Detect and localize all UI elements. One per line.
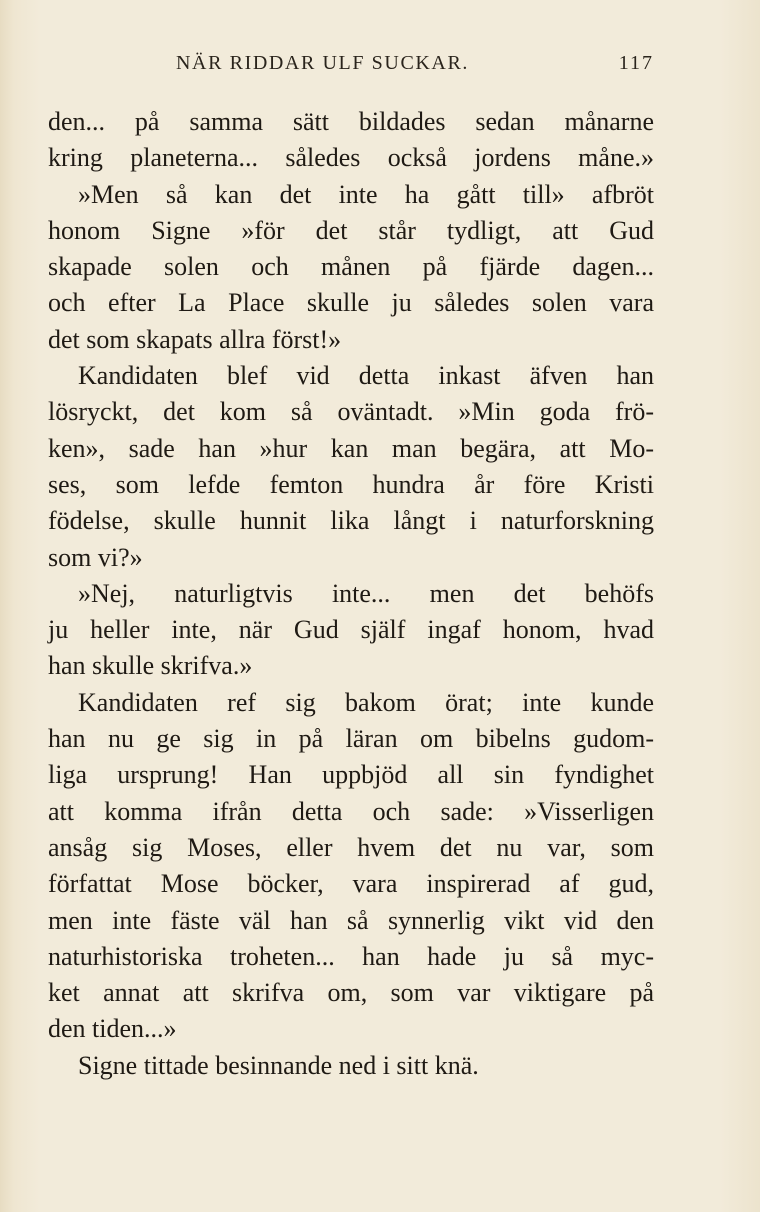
text-line: »Nej, naturligtvis inte... men det behöfs xyxy=(78,578,654,608)
text-line: författat Mose böcker, vara inspirerad af gud, xyxy=(48,869,654,899)
text-line: ju heller inte, när Gud själf ingaf honom, hvad xyxy=(48,615,654,645)
text-line: men inte fäste väl han så synnerlig vikt vid den xyxy=(48,905,654,935)
text-line: den tiden...» xyxy=(48,1014,177,1044)
text-line: lösryckt, det kom så oväntadt. »Min goda frö- xyxy=(48,397,654,427)
text-line: Signe tittade besinnande ned i sitt knä. xyxy=(78,1050,479,1080)
text-line: liga ursprung! Han uppbjöd all sin fyndighet xyxy=(48,760,654,790)
text-line: som vi?» xyxy=(48,542,143,572)
text-line: att komma ifrån detta och sade: »Visserligen xyxy=(48,796,654,826)
running-title: NÄR RIDDAR ULF SUCKAR. xyxy=(176,52,470,74)
text-line: han nu ge sig in på läran om bibelns gudom- xyxy=(48,724,654,754)
text-line: han skulle skrifva.» xyxy=(48,651,253,681)
text-line: skapade solen och månen på fjärde dagen... xyxy=(48,252,654,282)
text-line: ket annat att skrifva om, som var viktigare på xyxy=(48,978,654,1008)
body-text xyxy=(48,104,654,1084)
text-line: ansåg sig Moses, eller hvem det nu var, som xyxy=(48,832,654,862)
text-line: naturhistoriska troheten... han hade ju så myc- xyxy=(48,941,654,971)
text-line: »Men så kan det inte ha gått till» afbröt xyxy=(78,179,654,209)
text-line: honom Signe »för det står tydligt, att Gud xyxy=(48,215,654,245)
text-line: Kandidaten ref sig bakom örat; inte kunde xyxy=(78,687,654,717)
text-line: den... på samma sätt bildades sedan månarne xyxy=(48,107,654,136)
page-header xyxy=(48,52,654,86)
text-line: Kandidaten blef vid detta inkast äfven han xyxy=(78,361,654,391)
text-line: födelse, skulle hunnit lika långt i naturforskning xyxy=(48,506,654,536)
page-number: 117 xyxy=(618,52,654,74)
text-line: kring planeterna... således också jordens måne.» xyxy=(48,143,654,173)
text-line: och efter La Place skulle ju således solen vara xyxy=(48,288,654,318)
text-line: det som skapats allra först!» xyxy=(48,324,342,354)
text-line: ken», sade han »hur kan man begära, att Mo- xyxy=(48,433,654,463)
text-line: ses, som lefde femton hundra år före Kristi xyxy=(48,469,654,499)
